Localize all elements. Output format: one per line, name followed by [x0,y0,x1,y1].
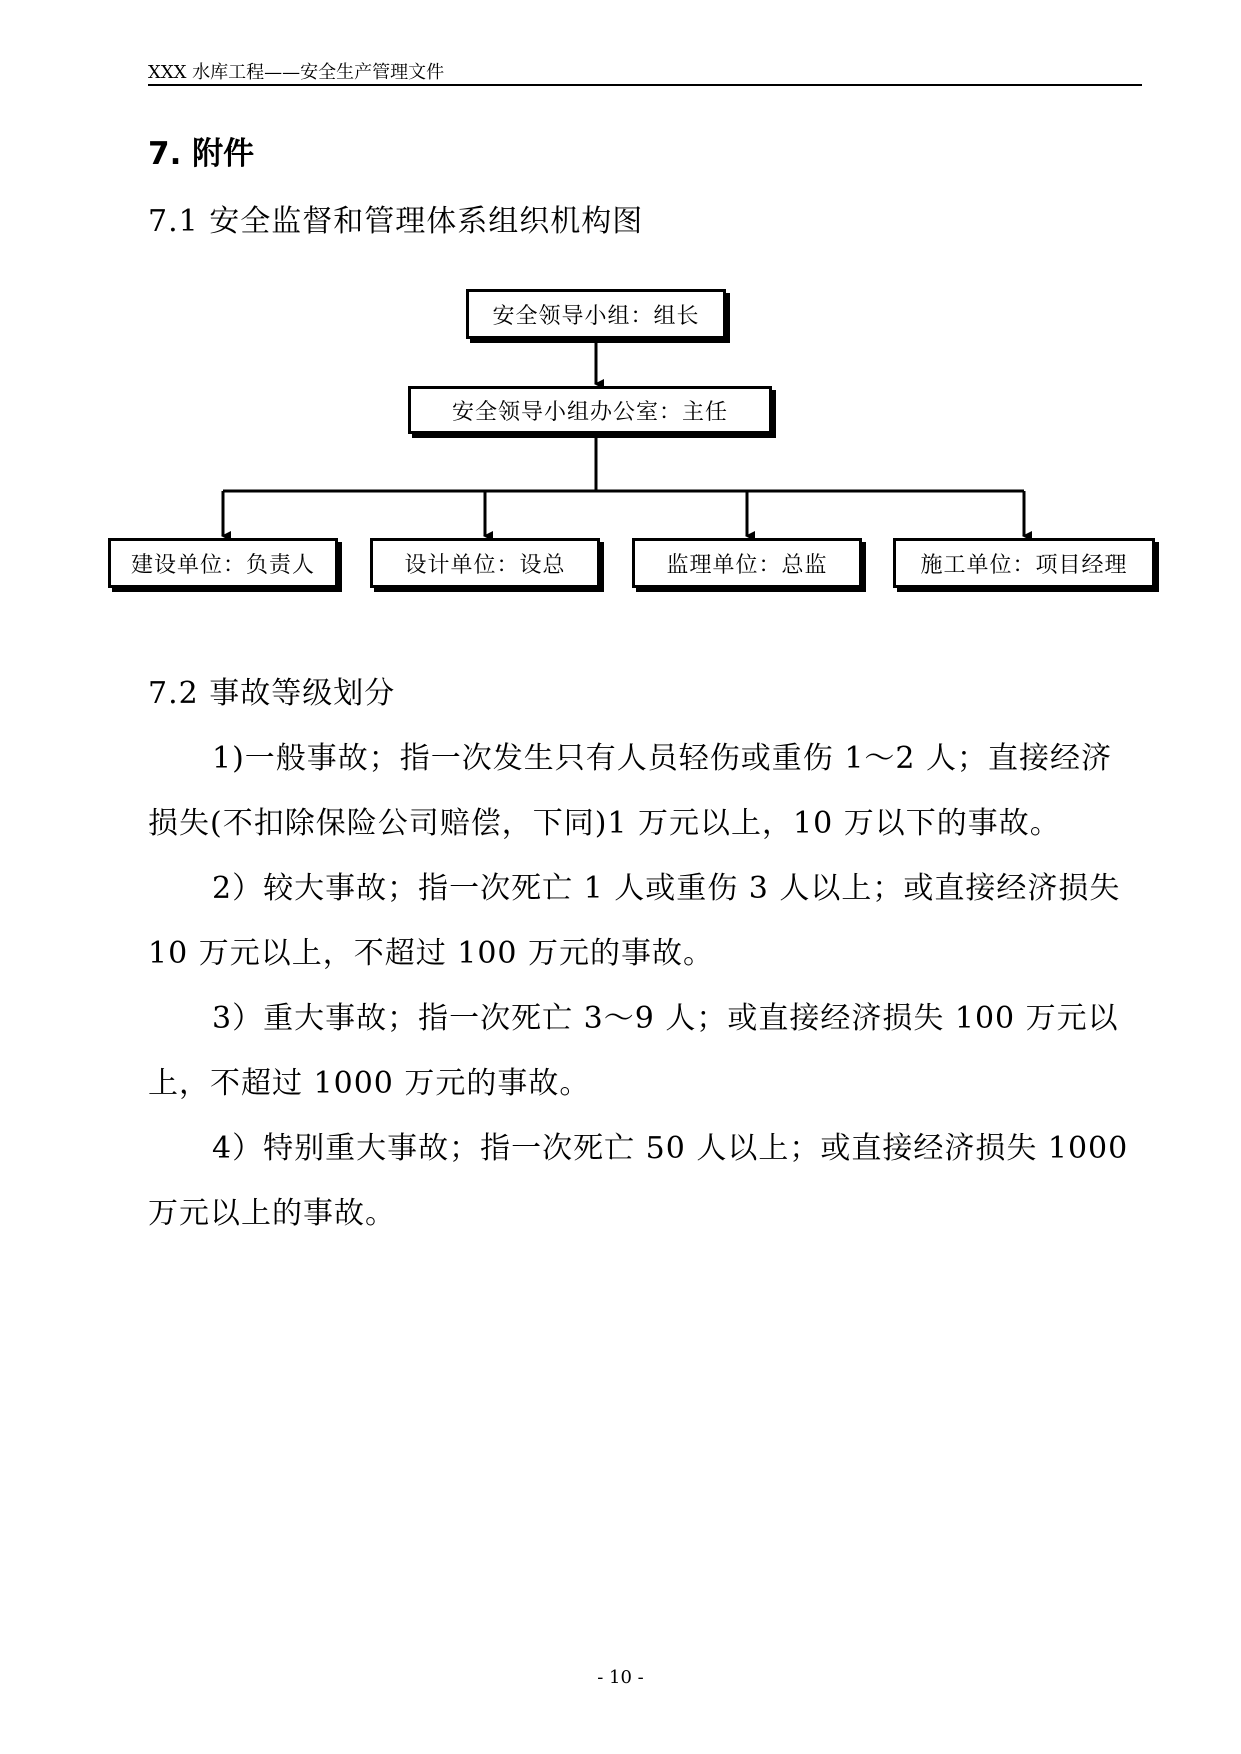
page-number: - 10 - [597,1667,644,1688]
org-box-safety-office: 安全领导小组办公室：主任 [408,386,772,434]
section-title: 7. 附件 [148,136,255,172]
org-box-design-unit: 设计单位：设总 [370,538,600,588]
accident-level-text: 3）重大事故；指一次死亡 3～9 人；或直接经济损失 100 万元以上，不超过 1000 万元的事故。 [148,1001,1119,1101]
accident-levels-heading: 7.2 事故等级划分 [148,676,396,711]
header-divider [148,84,1142,86]
org-box-supervision-unit: 监理单位：总监 [632,538,862,588]
accident-level-paragraph [148,1116,1138,1246]
org-box-contractor-unit: 施工单位：项目经理 [893,538,1155,588]
org-box-safety-leader: 安全领导小组：组长 [466,289,726,339]
accident-level-text: 1)一般事故；指一次发生只有人员轻伤或重伤 1～2 人；直接经济损失(不扣除保险公司赔偿，下同)1 万元以上，10 万以下的事故。 [148,741,1113,841]
accident-level-paragraph [148,726,1138,856]
org-chart-heading: 7.1 安全监督和管理体系组织机构图 [148,204,644,239]
accident-level-paragraph [148,856,1138,986]
org-box-construction-owner: 建设单位：负责人 [108,538,338,588]
document-header: XXX 水库工程——安全生产管理文件 [148,62,445,83]
accident-level-text: 2）较大事故；指一次死亡 1 人或重伤 3 人以上；或直接经济损失 10 万元以上，不超过 100 万元的事故。 [148,871,1121,971]
accident-level-text: 4）特别重大事故；指一次死亡 50 人以上；或直接经济损失 1000 万元以上的事故。 [148,1131,1129,1231]
accident-level-paragraph [148,986,1138,1116]
